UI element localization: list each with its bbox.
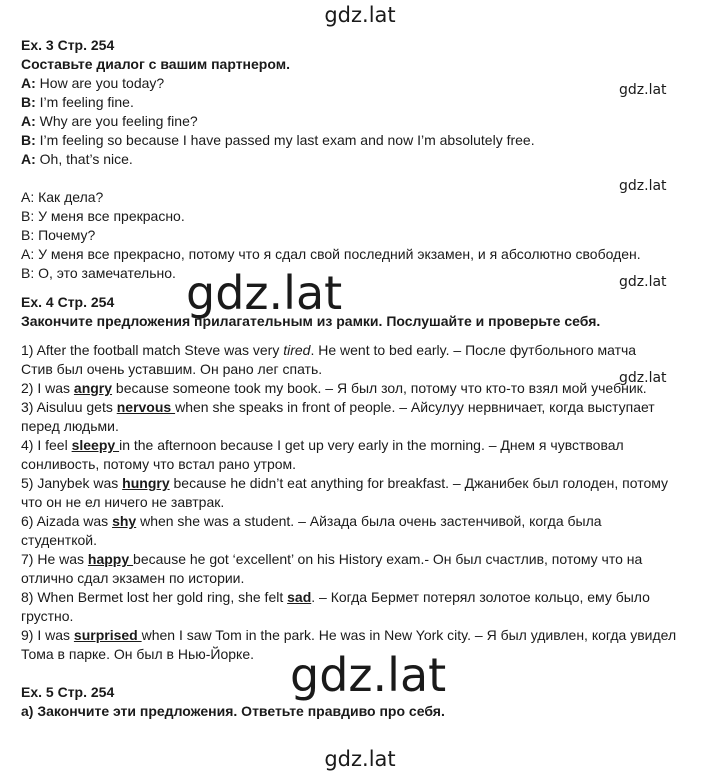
answer-word: shy — [112, 513, 137, 529]
ex4-heading: Ex. 4 Стр. 254 — [21, 294, 115, 310]
dialog-line: B: I’m feeling so because I have passed my last exam and now I’m absolutely free. — [21, 132, 535, 148]
answer-word: nervous — [116, 399, 176, 415]
translation-line: В: У меня все прекрасно. — [21, 208, 185, 224]
sentence-9: 9) I was surprised when I saw Tom in the park. He was in New York city. – Я был удивлен, когда увидел — [21, 627, 677, 643]
sentence-7-cont: отлично сдал экзамен по истории. — [21, 570, 245, 586]
sentence-5-cont: что он не ел ничего не завтрак. — [21, 494, 225, 510]
sentence-2: 2) I was angry because someone took my book. – Я был зол, потому что кто-то взял мой учебник. — [21, 380, 647, 396]
translation-line: В: О, это замечательно. — [21, 265, 176, 281]
translation-line: В: Почему? — [21, 227, 96, 243]
document-body — [21, 36, 711, 721]
watermark-side: gdz.lat — [619, 178, 667, 194]
answer-word: sleepy — [71, 437, 120, 453]
dialog-line: A: Why are you feeling fine? — [21, 113, 198, 129]
dialog-line: A: Oh, that’s nice. — [21, 151, 133, 167]
sentence-3: 3) Aisuluu gets nervous when she speaks in front of people. – Айсулуу нервничает, когда выступает — [21, 399, 655, 415]
ex3-task: Составьте диалог с вашим партнером. — [21, 56, 290, 72]
sentence-8: 8) When Bermet lost her gold ring, she felt sad. – Когда Бермет потерял золотое кольцо, ему было — [21, 589, 650, 605]
sentence-4-cont: сонливость, потому что встал рано утром. — [21, 456, 297, 472]
sentence-9-cont: Тома в парке. Он был в Нью-Йорке. — [21, 646, 255, 662]
dialog-line: A: How are you today? — [21, 75, 165, 91]
ex5-task: a) Закончите эти предложения. Ответьте правдиво про себя. — [21, 703, 445, 719]
ex4-task: Закончите предложения прилагательным из рамки. Послушайте и проверьте себя. — [21, 313, 601, 329]
watermark-bottom: gdz.lat — [324, 747, 396, 771]
sentence-3-cont: перед людьми. — [21, 418, 119, 434]
sentence-1: 1) After the football match Steve was very tired. He went to bed early. – После футбольного матча — [21, 342, 637, 358]
sentence-6: 6) Aizada was shy when she was a student. – Айзада была очень застенчивой, когда была — [21, 513, 602, 529]
sentence-1-cont: Стив был очень уставшим. Он рано лег спать. — [21, 361, 323, 377]
watermark-side: gdz.lat — [619, 82, 667, 98]
watermark-side: gdz.lat — [619, 370, 667, 386]
ex5-heading: Ex. 5 Стр. 254 — [21, 684, 115, 700]
watermark-top: gdz.lat — [324, 3, 396, 27]
answer-word: surprised — [73, 627, 142, 643]
watermark-side: gdz.lat — [619, 274, 667, 290]
sentence-4: 4) I feel sleepy in the afternoon because I get up very early in the morning. – Днем я чувствовал — [21, 437, 624, 453]
answer-word: angry — [73, 380, 113, 396]
ex3-heading: Ex. 3 Стр. 254 — [21, 37, 115, 53]
translation-line: А: У меня все прекрасно, потому что я сдал свой последний экзамен, и я абсолютно свободен. — [21, 246, 641, 262]
answer-word: tired — [283, 342, 311, 358]
sentence-5: 5) Janybek was hungry because he didn’t eat anything for breakfast. – Джанибек был голоден, потому — [21, 475, 669, 491]
sentence-7: 7) He was happy because he got ‘excellent’ on his History exam.- Он был счастлив, потому что на — [21, 551, 643, 567]
dialog-line: B: I’m feeling fine. — [21, 94, 134, 110]
answer-word: hungry — [122, 475, 170, 491]
translation-line: А: Как дела? — [21, 189, 104, 205]
watermark-large: gdz.lat — [186, 266, 343, 320]
watermark-large: gdz.lat — [290, 648, 447, 702]
answer-word: sad — [287, 589, 312, 605]
sentence-8-cont: грустно. — [21, 608, 74, 624]
answer-word: happy — [87, 551, 134, 567]
sentence-6-cont: студенткой. — [21, 532, 97, 548]
